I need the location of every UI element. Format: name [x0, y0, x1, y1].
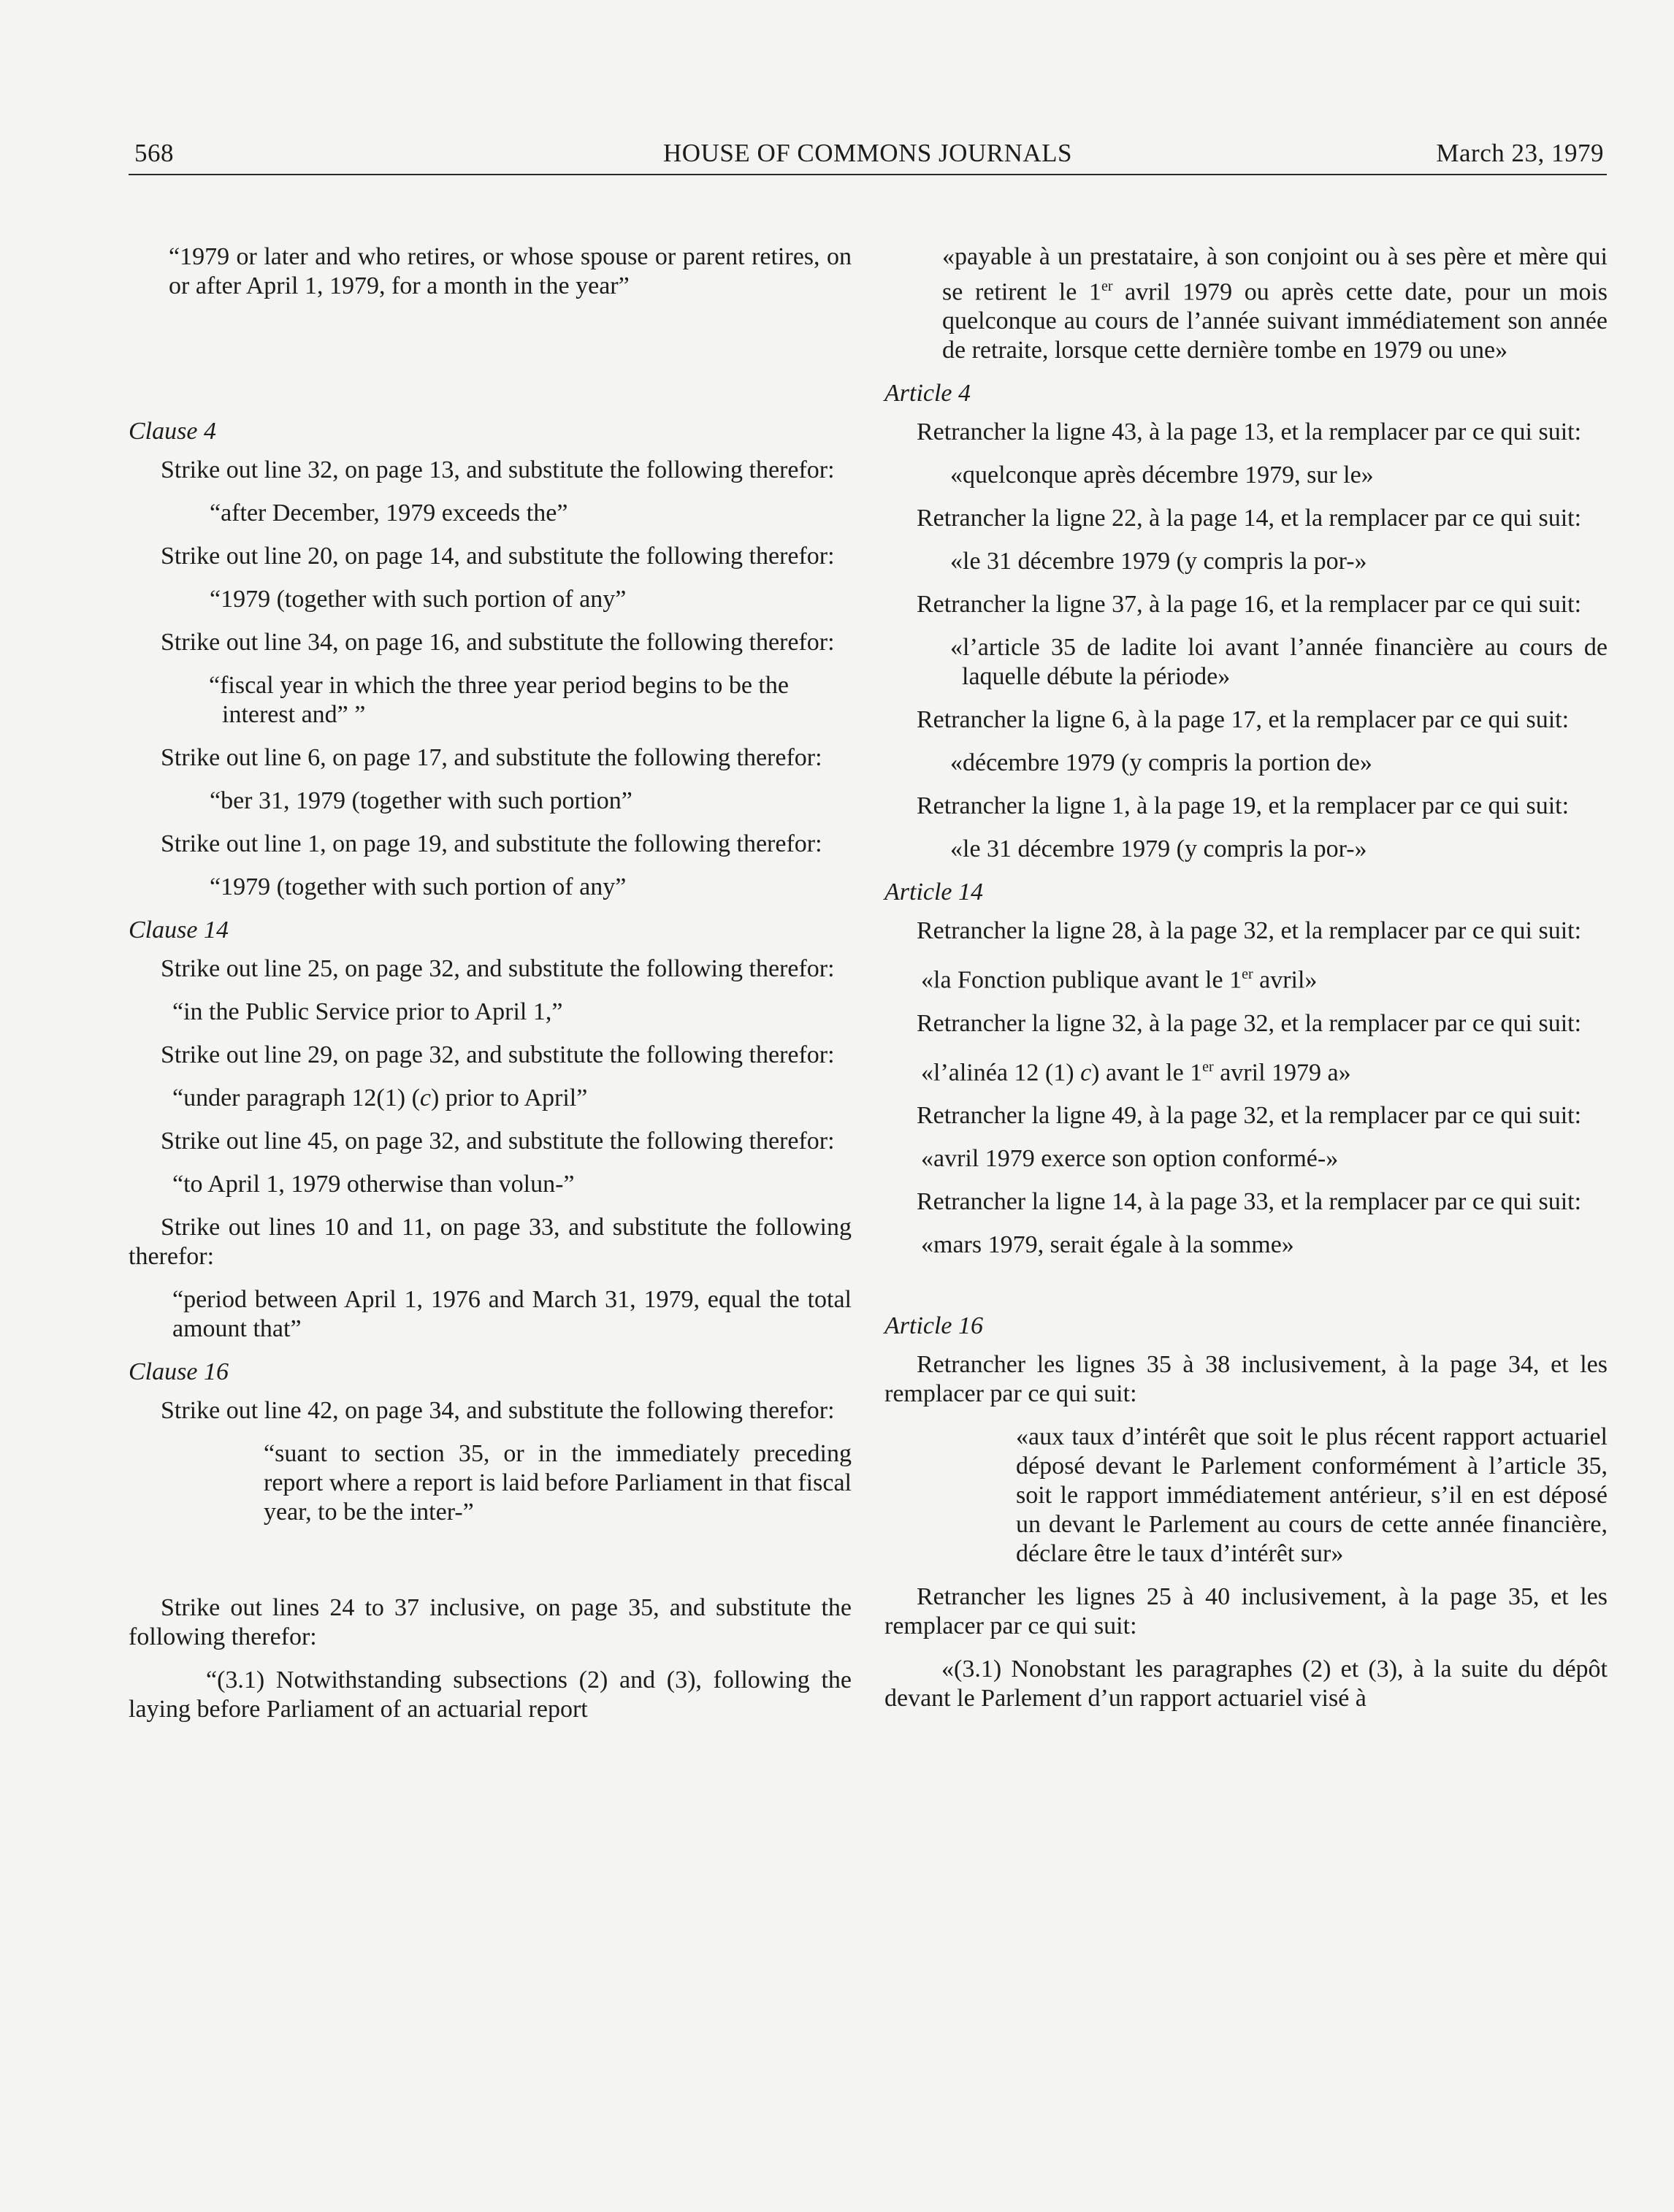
article-14-instruction-2: Retrancher la ligne 32, à la page 32, et la remplacer par ce qui suit: [917, 1009, 1582, 1037]
article-4-heading: Article 4 [884, 380, 971, 407]
article-4-instruction-2: Retrancher la ligne 22, à la page 14, et la remplacer par ce qui suit: [917, 505, 1582, 532]
english-column [129, 242, 852, 1738]
clause-14-heading: Clause 14 [129, 916, 229, 944]
article-14-instruction-1: Retrancher la ligne 28, à la page 32, et la remplacer par ce qui suit: [917, 917, 1582, 945]
clause-4-heading: Clause 4 [129, 418, 216, 445]
clause-16-instruction-1: Strike out line 42, on page 34, and substitute the following therefor: [161, 1397, 835, 1424]
article-14-instruction-4: Retrancher la ligne 14, à la page 33, et la remplacer par ce qui suit: [917, 1187, 1582, 1215]
article-4-instruction-5: Retrancher la ligne 1, à la page 19, et la remplacer par ce qui suit: [917, 792, 1570, 820]
article-16-instruction-2: Retrancher les lignes 25 à 40 inclusivement, à la page 35, et les remplacer par ce qui suit: [884, 1583, 1608, 1639]
clause-14-instruction-4: Strike out lines 10 and 11, on page 33, and substitute the following therefor: [129, 1214, 852, 1270]
clause-4-quote-3: “fiscal year in which the three year period begins to be the interest and” ” [209, 672, 789, 728]
french-column [884, 242, 1608, 1727]
article-4-quote-1: «quelconque après décembre 1979, sur le» [950, 462, 1374, 489]
article-16-instruction-1: Retrancher les lignes 35 à 38 inclusivement, à la page 34, et les remplacer par ce qui suit: [884, 1350, 1608, 1407]
clause-4-instruction-4: Strike out line 6, on page 17, and substitute the following therefor: [161, 744, 822, 771]
article-16-quote-2: «(3.1) Nonobstant les paragraphes (2) et (3), à la suite du dépôt devant le Parlement d’un rapport actuariel visé à [884, 1655, 1608, 1712]
article-14-heading: Article 14 [884, 879, 984, 906]
article-4-instruction-1: Retrancher la ligne 43, à la page 13, et la remplacer par ce qui suit: [917, 418, 1582, 446]
article-16-heading: Article 16 [884, 1312, 984, 1339]
article-4-instruction-3: Retrancher la ligne 37, à la page 16, et la remplacer par ce qui suit: [917, 591, 1582, 619]
clause-16-quote-1: “suant to section 35, or in the immediately preceding report where a report is laid before Parliament in that fiscal year, to be the inter-” [264, 1440, 852, 1526]
journal-title: HOUSE OF COMMONS JOURNALS [663, 139, 1072, 167]
article-14-quote-4: «mars 1979, serait égale à la somme» [921, 1231, 1294, 1258]
article-4-quote-2: «le 31 décembre 1979 (y compris la por-» [950, 548, 1367, 575]
article-4-quote-3: «l’article 35 de ladite loi avant l’année financière au cours de laquelle débute la période» [950, 634, 1608, 691]
clause-14-quote-1: “in the Public Service prior to April 1,” [172, 998, 563, 1025]
page-header [129, 136, 1607, 175]
article-14-quote-3: «avril 1979 exerce son option conformé-» [921, 1144, 1339, 1172]
article-16-quote-1: «aux taux d’intérêt que soit le plus récent rapport actuariel déposé devant le Parlement conformément à l’article 35, soit le rapport immédiatement antérieur, s’il en est déposé un devant le Parlement au cours de cette année financière, déclare être le taux d’intérêt sur» [1016, 1423, 1608, 1567]
article-14-instruction-3: Retrancher la ligne 49, à la page 32, et la remplacer par ce qui suit: [917, 1101, 1582, 1129]
article-4-quote-5: «le 31 décembre 1979 (y compris la por-» [950, 835, 1367, 863]
article-14-quote-1: «la Fonction publique avant le 1er avril» [921, 966, 1318, 994]
clause-4-quote-4: “ber 31, 1979 (together with such portion” [210, 787, 632, 814]
clause-16-instruction-2: Strike out lines 24 to 37 inclusive, on page 35, and substitute the following therefor: [129, 1594, 852, 1650]
intro-quote-fr: «payable à un prestataire, à son conjoint ou à ses père et mère qui se retirent le 1er avril 1979 ou après cette date, pour un mois quelconque au cours de l’année suivant immédiatement son année de retraite, lorsque cette dernière tombe en 1979 ou une» [942, 243, 1608, 364]
article-4-instruction-4: Retrancher la ligne 6, à la page 17, et la remplacer par ce qui suit: [917, 706, 1570, 734]
clause-4-quote-1: “after December, 1979 exceeds the” [210, 500, 568, 527]
article-4-quote-4: «décembre 1979 (y compris la portion de» [950, 749, 1372, 777]
article-14-quote-2: «l’alinéa 12 (1) c) avant le 1er avril 1979 a» [921, 1058, 1351, 1086]
clause-4-quote-5: “1979 (together with such portion of any” [210, 873, 627, 900]
clause-14-quote-2: “under paragraph 12(1) (c) prior to April” [172, 1084, 588, 1111]
clause-4-instruction-3: Strike out line 34, on page 16, and substitute the following therefor: [161, 629, 835, 656]
clause-16-quote-2: “(3.1) Notwithstanding subsections (2) and (3), following the laying before Parliament of an actuarial report [129, 1666, 852, 1723]
page-date: March 23, 1979 [1436, 139, 1604, 167]
clause-4-instruction-5: Strike out line 1, on page 19, and substitute the following therefor: [161, 830, 822, 857]
clause-14-quote-4: “period between April 1, 1976 and March 31, 1979, equal the total amount that” [172, 1286, 852, 1342]
clause-14-quote-3: “to April 1, 1979 otherwise than volun-” [172, 1171, 575, 1198]
clause-4-instruction-1: Strike out line 32, on page 13, and substitute the following therefor: [161, 456, 835, 483]
clause-4-instruction-2: Strike out line 20, on page 14, and substitute the following therefor: [161, 543, 835, 570]
page-number: 568 [134, 139, 174, 167]
clause-14-instruction-3: Strike out line 45, on page 32, and substitute the following therefor: [161, 1128, 835, 1155]
clause-4-quote-2: “1979 (together with such portion of any” [210, 586, 627, 613]
clause-14-instruction-1: Strike out line 25, on page 32, and substitute the following therefor: [161, 955, 835, 982]
intro-quote: “1979 or later and who retires, or whose spouse or parent retires, on or after April 1, 1979, for a month in the year” [169, 243, 852, 299]
clause-16-heading: Clause 16 [129, 1358, 229, 1385]
clause-14-instruction-2: Strike out line 29, on page 32, and substitute the following therefor: [161, 1041, 835, 1068]
